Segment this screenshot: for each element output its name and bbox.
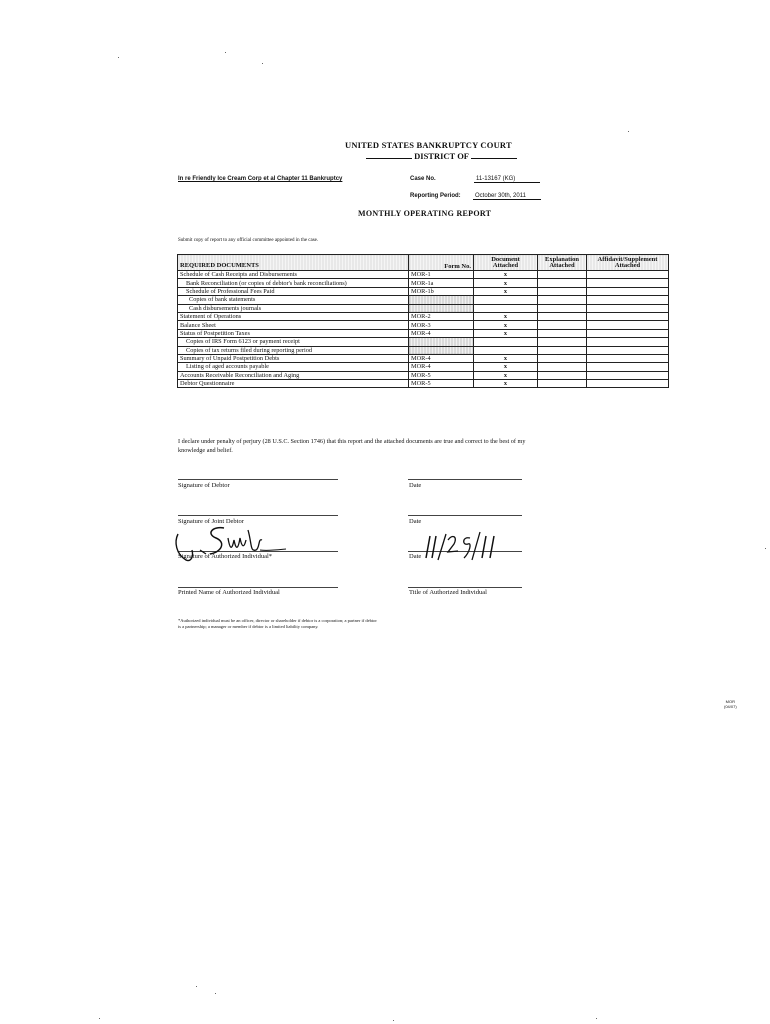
footnote-line1: *Authorized individual must be an officer, director or shareholder if debtor is a corporation; a partner if debtor bbox=[178, 618, 377, 623]
row-form-number: MOR-3 bbox=[409, 321, 474, 329]
scan-speck bbox=[393, 1020, 394, 1021]
scan-speck bbox=[196, 986, 197, 987]
debtor-signature-line bbox=[178, 479, 338, 480]
row-affidavit-attached bbox=[587, 363, 669, 371]
printed-name-label: Printed Name of Authorized Individual bbox=[178, 589, 280, 596]
scan-speck bbox=[225, 52, 226, 53]
row-form-number: MOR-5 bbox=[409, 371, 474, 379]
row-explanation-attached bbox=[538, 346, 587, 354]
row-document-label: Copies of IRS Form 6123 or payment receipt bbox=[178, 338, 409, 346]
form-code-revision: (04/07) bbox=[724, 704, 737, 709]
row-form-number: MOR-4 bbox=[409, 354, 474, 362]
case-number-label: Case No. bbox=[410, 176, 436, 182]
case-number-value: 11-13167 (KG) bbox=[474, 176, 540, 183]
row-document-label: Cash disbursements journals bbox=[178, 304, 409, 312]
header-document-attached bbox=[474, 255, 538, 271]
scan-speck bbox=[765, 548, 766, 549]
table-row bbox=[178, 371, 669, 379]
row-document-attached-mark: x bbox=[474, 380, 538, 388]
header-affidavit-line1: Affidavit/Supplement bbox=[597, 255, 658, 263]
row-document-label: Statement of Operations bbox=[178, 312, 409, 320]
row-affidavit-attached bbox=[587, 346, 669, 354]
table-row bbox=[178, 271, 669, 279]
row-document-label: Status of Postpetition Taxes bbox=[178, 329, 409, 337]
authorized-signature-label: Signature of Authorized Individual* bbox=[178, 553, 273, 560]
date2-line bbox=[408, 515, 522, 516]
row-explanation-attached bbox=[538, 271, 587, 279]
row-form-number: MOR-1a bbox=[409, 279, 474, 287]
row-affidavit-attached bbox=[587, 354, 669, 362]
row-affidavit-attached bbox=[587, 287, 669, 295]
header-document-attached-line2: Attached bbox=[492, 261, 519, 269]
row-form-number: MOR-5 bbox=[409, 380, 474, 388]
form-code-name: MOR bbox=[725, 699, 736, 704]
row-document-attached-mark: x bbox=[474, 354, 538, 362]
joint-debtor-signature-label: Signature of Joint Debtor bbox=[178, 518, 244, 525]
row-document-attached-mark bbox=[474, 346, 538, 354]
district-blank-right bbox=[471, 151, 517, 159]
header-form-no: Form No. bbox=[409, 255, 474, 271]
table-row bbox=[178, 312, 669, 320]
printed-name-line bbox=[178, 587, 338, 588]
handwritten-signature bbox=[172, 520, 292, 566]
district-blank-left bbox=[366, 151, 412, 159]
table-row bbox=[178, 279, 669, 287]
row-document-label: Listing of aged accounts payable bbox=[178, 363, 409, 371]
row-document-attached-mark: x bbox=[474, 321, 538, 329]
row-document-label: Summary of Unpaid Postpetition Debts bbox=[178, 354, 409, 362]
table-row bbox=[178, 363, 669, 371]
row-affidavit-attached bbox=[587, 380, 669, 388]
header-explanation-line2: Attached bbox=[549, 261, 575, 269]
row-document-attached-mark: x bbox=[474, 279, 538, 287]
table-header-row bbox=[178, 255, 669, 271]
row-affidavit-attached bbox=[587, 321, 669, 329]
submit-note: Submit copy of report to any official committee appointed in the case. bbox=[178, 238, 319, 243]
date1-line bbox=[408, 479, 522, 480]
row-explanation-attached bbox=[538, 363, 587, 371]
table-row bbox=[178, 354, 669, 362]
date2-label: Date bbox=[409, 518, 422, 525]
row-form-number: MOR-4 bbox=[409, 363, 474, 371]
header-explanation-line1: Explanation bbox=[545, 255, 579, 263]
row-document-label: Balance Sheet bbox=[178, 321, 409, 329]
row-form-number: MOR-2 bbox=[409, 312, 474, 320]
row-document-label: Schedule of Cash Receipts and Disbursements bbox=[178, 271, 409, 279]
district-label: DISTRICT OF bbox=[414, 151, 469, 161]
scan-speck bbox=[99, 1018, 100, 1019]
row-document-attached-mark: x bbox=[474, 363, 538, 371]
table-row bbox=[178, 338, 669, 346]
table-row bbox=[178, 329, 669, 337]
header-required-documents: REQUIRED DOCUMENTS bbox=[178, 255, 409, 271]
row-affidavit-attached bbox=[587, 329, 669, 337]
title-label: Title of Authorized Individual bbox=[409, 589, 487, 596]
row-affidavit-attached bbox=[587, 338, 669, 346]
debtor-signature-label: Signature of Debtor bbox=[178, 482, 230, 489]
row-form-number bbox=[409, 296, 474, 304]
row-affidavit-attached bbox=[587, 296, 669, 304]
in-re-caption: In re Friendly Ice Cream Corp et al Chapter 11 Bankruptcy bbox=[178, 176, 343, 182]
row-explanation-attached bbox=[538, 338, 587, 346]
court-name: UNITED STATES BANKRUPTCY COURT bbox=[345, 140, 512, 150]
row-affidavit-attached bbox=[587, 304, 669, 312]
row-document-attached-mark: x bbox=[474, 329, 538, 337]
row-document-label: Copies of tax returns filed during reporting period bbox=[178, 346, 409, 354]
scan-speck bbox=[628, 131, 629, 132]
row-document-label: Accounts Receivable Reconciliation and Aging bbox=[178, 371, 409, 379]
row-explanation-attached bbox=[538, 304, 587, 312]
row-explanation-attached bbox=[538, 380, 587, 388]
row-document-attached-mark: x bbox=[474, 287, 538, 295]
district-line bbox=[366, 151, 517, 161]
row-form-number bbox=[409, 304, 474, 312]
form-code bbox=[724, 699, 737, 709]
row-document-label: Bank Reconciliation (or copies of debtor's bank reconciliations) bbox=[178, 279, 409, 287]
table-row bbox=[178, 304, 669, 312]
row-form-number bbox=[409, 338, 474, 346]
row-explanation-attached bbox=[538, 279, 587, 287]
row-form-number: MOR-1 bbox=[409, 271, 474, 279]
scan-speck bbox=[262, 63, 263, 64]
row-explanation-attached bbox=[538, 354, 587, 362]
row-affidavit-attached bbox=[587, 279, 669, 287]
row-affidavit-attached bbox=[587, 312, 669, 320]
row-explanation-attached bbox=[538, 312, 587, 320]
row-explanation-attached bbox=[538, 321, 587, 329]
footnote-line2: is a partnership; a manager or member if debtor is a limited liability company. bbox=[178, 624, 319, 629]
scan-speck bbox=[118, 57, 119, 58]
row-form-number bbox=[409, 346, 474, 354]
row-document-attached-mark bbox=[474, 338, 538, 346]
row-document-label: Debtor Questionnaire bbox=[178, 380, 409, 388]
row-explanation-attached bbox=[538, 329, 587, 337]
header-affidavit-attached bbox=[587, 255, 669, 271]
table-row bbox=[178, 296, 669, 304]
scan-speck bbox=[215, 993, 216, 994]
date3-label: Date bbox=[409, 553, 422, 560]
row-document-attached-mark: x bbox=[474, 271, 538, 279]
table-row bbox=[178, 346, 669, 354]
table-row bbox=[178, 287, 669, 295]
row-document-attached-mark bbox=[474, 304, 538, 312]
row-document-attached-mark bbox=[474, 296, 538, 304]
row-document-attached-mark: x bbox=[474, 371, 538, 379]
title-line bbox=[408, 587, 522, 588]
row-affidavit-attached bbox=[587, 271, 669, 279]
joint-debtor-signature-line bbox=[178, 515, 338, 516]
date1-label: Date bbox=[409, 482, 422, 489]
header-explanation-attached bbox=[538, 255, 587, 271]
authorized-individual-footnote bbox=[178, 618, 377, 630]
required-documents-table bbox=[177, 254, 669, 388]
table-row bbox=[178, 380, 669, 388]
reporting-period-label: Reporting Period: bbox=[410, 193, 461, 199]
scan-speck bbox=[596, 1018, 597, 1019]
header-document-attached-line1: Document bbox=[491, 255, 520, 263]
header-affidavit-line2: Attached bbox=[614, 261, 641, 269]
row-document-label: Schedule of Professional Fees Paid bbox=[178, 287, 409, 295]
report-title: MONTHLY OPERATING REPORT bbox=[358, 209, 492, 218]
handwritten-date bbox=[424, 528, 504, 564]
row-form-number: MOR-1b bbox=[409, 287, 474, 295]
row-explanation-attached bbox=[538, 287, 587, 295]
row-document-label: Copies of bank statements bbox=[178, 296, 409, 304]
row-form-number: MOR-4 bbox=[409, 329, 474, 337]
reporting-period-value: October 30th, 2011 bbox=[473, 193, 541, 200]
row-document-attached-mark: x bbox=[474, 312, 538, 320]
table-row bbox=[178, 321, 669, 329]
row-explanation-attached bbox=[538, 371, 587, 379]
row-affidavit-attached bbox=[587, 371, 669, 379]
declaration-text: I declare under penalty of perjury (28 U.S.C. Section 1746) that this report and the attached documents are true and correct to the best of my knowledge and belief. bbox=[178, 438, 526, 454]
row-explanation-attached bbox=[538, 296, 587, 304]
